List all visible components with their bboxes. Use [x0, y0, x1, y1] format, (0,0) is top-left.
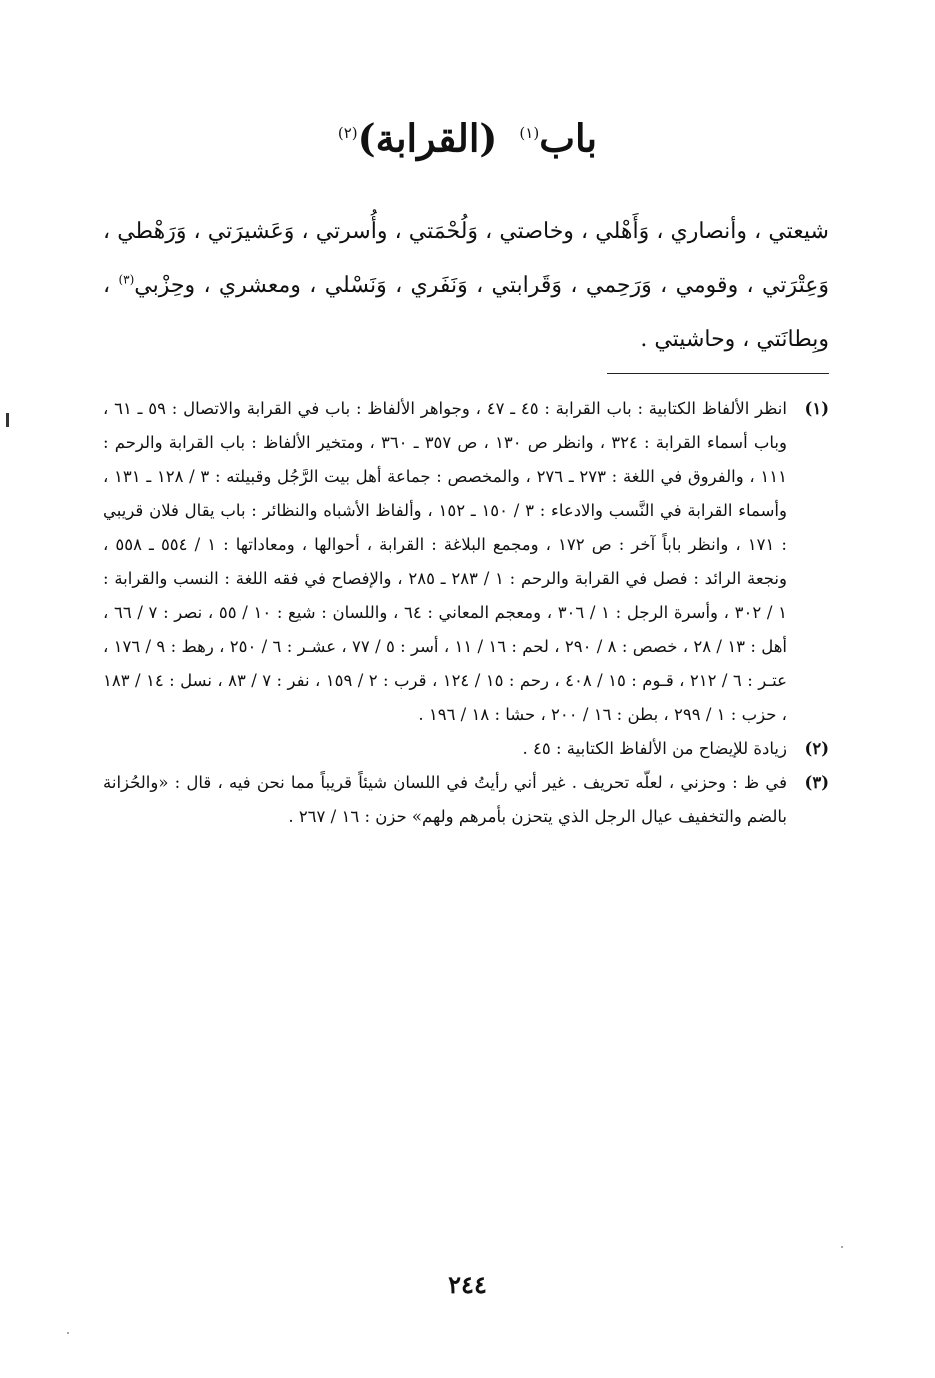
footnote-1-text: انظر الألفاظ الكتابية : باب القرابة : ٤٥ ـ ٤٧ ، وجواهر الألفاظ : باب في القرابة والاتصال : ٥٩ ـ ٦١ ، وباب أسماء القرابة : ٣٢٤ ، وانظر ص ١٣٠ ، ص ٣٥٧ ـ ٣٦٠ ، ومتخير الألفاظ : باب القرابة والرحم : ١١١ ، والفروق في اللغة : ٢٧٣ ـ ٢٧٦ ، والمخصص : جماعة أهل بيت الرَّجُل وقبيلته : ٣ / ١٢٨ ـ ١٣١ ، وأسماء القرابة في النَّسب والادعاء : ٣ / ١٥٠ ـ ١٥٢ ، وألفاظ الأشباه والنظائر : باب يقال فلان قريبي : ١٧١ ، وانظر باباً آخر : ص ١٧٢ ، ومجمع البلاغة : القرابة ، أحوالها ، ومعاداتها : ١ / ٥٥٤ ـ ٥٥٨ ، ونجعة الرائد : فصل في القرابة والرحم : ١ / ٢٨٣ ـ ٢٨٥ ، والإفصاح في فقه اللغة : النسب والقرابة : ١ / ٣٠٢ ، وأسرة الرجل : ١ / ٣٠٦ ، ومعجم المعاني : ٦٤ ، واللسان : شيع : ١٠ / ٥٥ ، نصر : ٧ / ٦٦ ، أهل : ١٣ / ٢٨ ، خصص : ٨ / ٢٩٠ ، لحم : ١٦ / ١١ ، أسر : ٥ / ٧٧ ، عشـر : ٦ / ٢٥٠ ، رهط : ٩ / ١٧٦ ، عتـر : ٦ / ٢١٢ ، قـوم : ١٥ / ٤٠٨ ، رحم : ١٥ / ١٢٤ ، قرب : ٢ / ١٥٩ ، نفر : ٧ / ٨٣ ، نسل : ١٤ / ١٨٣ ، حزب : ١ / ٢٩٩ ، بطن : ١٦ / ٢٠٠ ، حشا : ١٨ / ١٩٦ . — [103, 399, 788, 724]
footnote-3-marker: (٣) — [804, 773, 829, 792]
margin-mark — [6, 413, 9, 427]
footnote-1-marker: (١) — [804, 399, 829, 418]
main-body-text — [103, 205, 829, 367]
footnote-2-text: زيادة للإيضاح من الألفاظ الكتابية : ٤٥ . — [522, 739, 787, 758]
page-number: ٢٤٤ — [448, 1270, 487, 1299]
main-text-word-list: شيعتي ، وأنصاري ، وَأَهْلي ، وخاصتي ، وَلُحْمَتي ، وأُسرتي ، وَعَشيرَتي ، وَرَهْطي ، وَعِتْرَتي ، وقومي ، وَرَحِمي ، وَقَرابتي ، وَنَفَري ، وَنَسْلي ، ومعشري ، وحِزْبي — [103, 219, 829, 298]
chapter-title — [0, 108, 935, 164]
title-footnote-ref-2[interactable]: (٢) — [337, 124, 358, 142]
footnote-2-marker: (٢) — [804, 739, 829, 758]
scan-speck — [841, 1246, 843, 1248]
title-footnote-ref-1[interactable]: (١) — [519, 124, 540, 142]
footnote-2 — [103, 732, 829, 766]
footnote-separator — [607, 373, 829, 374]
title-word-qaraba: (القرابة) — [357, 115, 498, 161]
title-word-bab: باب — [539, 115, 598, 161]
footnote-3-text: في ظ : وحزني ، لعلّه تحريف . غير أني رأيتُ في اللسان شيئاً قريباً مما نحن فيه ، قال : «والحُزانة بالضم والتخفيف عيال الرجل الذي يتحزن بأمرهم ولهم» حزن : ١٦ / ٢٦٧ . — [103, 773, 787, 826]
footnotes-section — [103, 392, 829, 834]
body-footnote-ref-3[interactable]: (٣) — [118, 272, 135, 287]
main-text-word-list-end: ، وبِطانَتي ، وحاشيتي . — [103, 273, 829, 352]
footnote-3 — [103, 766, 829, 834]
scan-speck — [67, 1332, 69, 1334]
footnote-1 — [103, 392, 829, 732]
